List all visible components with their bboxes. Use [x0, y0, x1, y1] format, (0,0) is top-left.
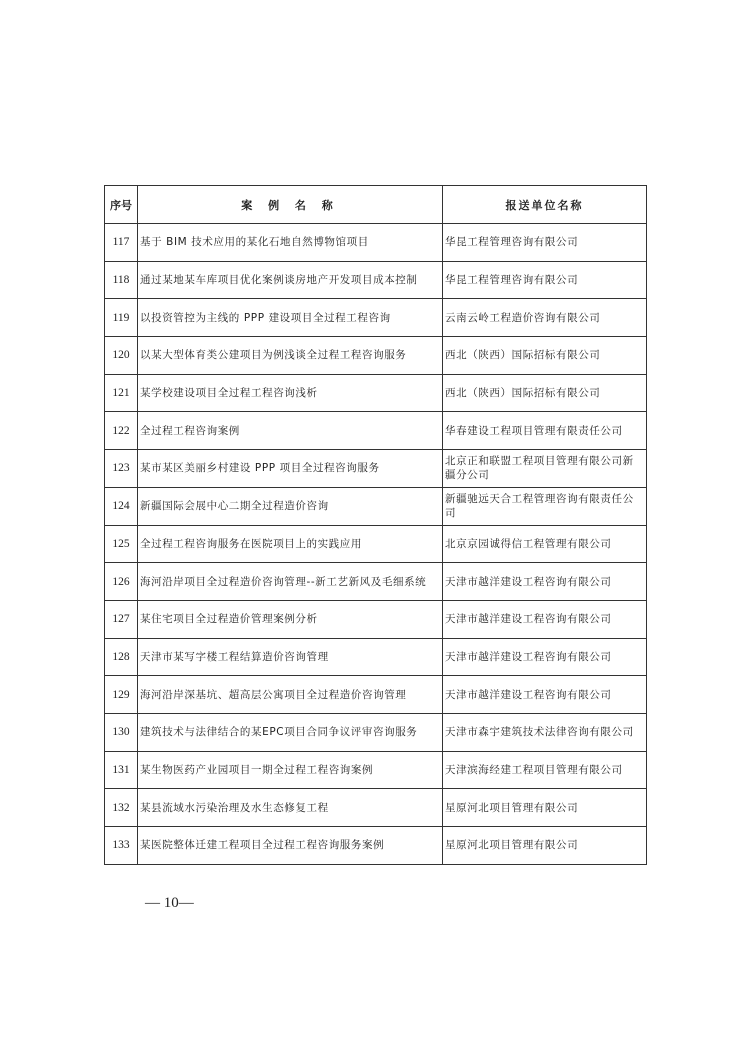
row-unit-name: 新疆驰远天合工程管理咨询有限责任公司: [443, 487, 647, 525]
row-unit-name: 天津市越洋建设工程咨询有限公司: [443, 600, 647, 638]
table-row: [105, 713, 647, 751]
row-unit-name: 西北（陕西）国际招标有限公司: [443, 337, 647, 375]
row-unit-name: 星原河北项目管理有限公司: [443, 827, 647, 865]
row-seq: 120: [105, 337, 138, 375]
table-row: [105, 789, 647, 827]
table-row: [105, 487, 647, 525]
table-row: [105, 600, 647, 638]
row-unit-name: 天津市越洋建设工程咨询有限公司: [443, 638, 647, 676]
table-row: [105, 299, 647, 337]
row-case-name: 新疆国际会展中心二期全过程造价咨询: [138, 487, 443, 525]
table-row: [105, 563, 647, 601]
table-row: [105, 261, 647, 299]
row-case-name: 某市某区美丽乡村建设 PPP 项目全过程咨询服务: [138, 450, 443, 488]
table-row: [105, 374, 647, 412]
row-unit-name: 华春建设工程项目管理有限责任公司: [443, 412, 647, 450]
row-case-name: 某县流域水污染治理及水生态修复工程: [138, 789, 443, 827]
row-seq: 128: [105, 638, 138, 676]
row-unit-name: 天津市森宇建筑技术法律咨询有限公司: [443, 713, 647, 751]
header-unit-name: 报送单位名称: [443, 186, 647, 224]
row-seq: 133: [105, 827, 138, 865]
row-case-name: 基于 BIM 技术应用的某化石地自然博物馆项目: [138, 224, 443, 262]
row-unit-name: 西北（陕西）国际招标有限公司: [443, 374, 647, 412]
table-row: [105, 450, 647, 488]
row-unit-name: 星原河北项目管理有限公司: [443, 789, 647, 827]
page-number: — 10—: [145, 895, 194, 911]
table-header: [105, 186, 647, 224]
row-unit-name: 华昆工程管理咨询有限公司: [443, 224, 647, 262]
row-unit-name: 天津市越洋建设工程咨询有限公司: [443, 676, 647, 714]
row-seq: 126: [105, 563, 138, 601]
row-seq: 125: [105, 525, 138, 563]
table-row: [105, 337, 647, 375]
row-seq: 121: [105, 374, 138, 412]
case-list-table: [104, 185, 647, 865]
row-unit-name: 北京正和联盟工程项目管理有限公司新疆分公司: [443, 450, 647, 488]
row-seq: 117: [105, 224, 138, 262]
row-unit-name: 天津市越洋建设工程咨询有限公司: [443, 563, 647, 601]
row-unit-name: 华昆工程管理咨询有限公司: [443, 261, 647, 299]
table-row: [105, 525, 647, 563]
row-case-name: 海河沿岸项目全过程造价咨询管理--新工艺新风及毛细系统: [138, 563, 443, 601]
table-row: [105, 676, 647, 714]
row-seq: 119: [105, 299, 138, 337]
row-seq: 132: [105, 789, 138, 827]
row-seq: 130: [105, 713, 138, 751]
row-case-name: 某医院整体迁建工程项目全过程工程咨询服务案例: [138, 827, 443, 865]
header-row: [105, 186, 647, 224]
table-row: [105, 224, 647, 262]
row-seq: 127: [105, 600, 138, 638]
header-case-name: 案 例 名 称: [138, 186, 443, 224]
table-row: [105, 412, 647, 450]
row-case-name: 通过某地某车库项目优化案例谈房地产开发项目成本控制: [138, 261, 443, 299]
row-seq: 129: [105, 676, 138, 714]
header-seq: 序号: [105, 186, 138, 224]
table-row: [105, 638, 647, 676]
row-case-name: 某生物医药产业园项目一期全过程工程咨询案例: [138, 751, 443, 789]
row-case-name: 全过程工程咨询案例: [138, 412, 443, 450]
row-seq: 123: [105, 450, 138, 488]
row-case-name: 某学校建设项目全过程工程咨询浅析: [138, 374, 443, 412]
row-case-name: 建筑技术与法律结合的某EPC项目合同争议评审咨询服务: [138, 713, 443, 751]
table-row: [105, 751, 647, 789]
row-unit-name: 天津滨海经建工程项目管理有限公司: [443, 751, 647, 789]
row-case-name: 以某大型体育类公建项目为例浅谈全过程工程咨询服务: [138, 337, 443, 375]
table-body: [105, 224, 647, 865]
table-row: [105, 827, 647, 865]
row-case-name: 某住宅项目全过程造价管理案例分析: [138, 600, 443, 638]
row-seq: 131: [105, 751, 138, 789]
row-case-name: 全过程工程咨询服务在医院项目上的实践应用: [138, 525, 443, 563]
row-seq: 124: [105, 487, 138, 525]
row-unit-name: 北京京园诚得信工程管理有限公司: [443, 525, 647, 563]
row-case-name: 以投资管控为主线的 PPP 建设项目全过程工程咨询: [138, 299, 443, 337]
row-case-name: 海河沿岸深基坑、超高层公寓项目全过程造价咨询管理: [138, 676, 443, 714]
row-unit-name: 云南云岭工程造价咨询有限公司: [443, 299, 647, 337]
row-case-name: 天津市某写字楼工程结算造价咨询管理: [138, 638, 443, 676]
row-seq: 118: [105, 261, 138, 299]
row-seq: 122: [105, 412, 138, 450]
